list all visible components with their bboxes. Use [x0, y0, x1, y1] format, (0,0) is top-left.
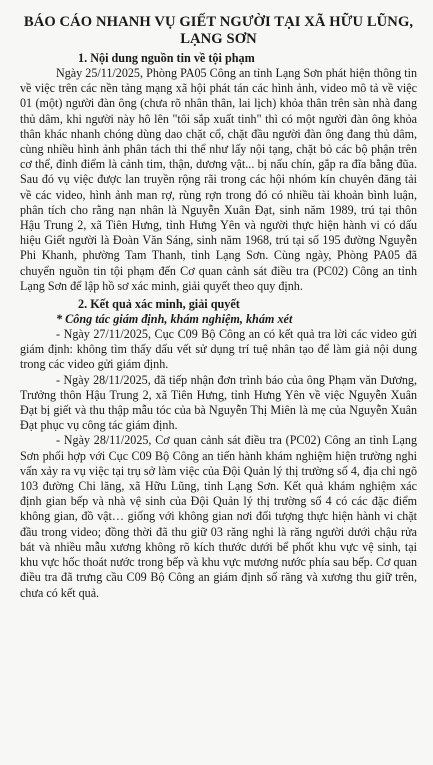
section-1-paragraph: Ngày 25/11/2025, Phòng PA05 Công an tỉnh Lạng Sơn phát hiện thông tin về việc trên các nền tảng mạng xã hội phát tán các hình ảnh, video mô tả về việc 01 (một) người đàn ông (chưa rõ nhân thân, lai lịch) khỏa thân trên sàn nhà đang thủ dâm, khi người này hô lên "tôi sắp xuất tinh" thì có một người đàn ông khỏa thân khác nhanh chóng dùng dao chặt cổ, chặt đầu người đàn ông đang thủ dâm, cùng nhiều hình ảnh phân tách thi thể như lấy nội tạng, chặt bỏ các bộ phận trên cơ thể, đỉnh điểm là cảnh tim, thận, dương vật... bị nấu chín, gắp ra đĩa bằng đũa. Sau đó vụ việc được lan truyền rộng rãi trong các hội nhóm kín chuyên đăng tải về các video, hình ảnh man rợ, rùng rợn trong đó có nhiều tài khoản bình luận, phân tích cho rằng nạn nhân là Nguyễn Xuân Đạt, sinh năm 1989, trú tại thôn Hậu Trung 2, xã Tiên Hưng, tỉnh Hưng Yên và người thực hiện hành vi có dấu hiệu Giết người là Đoàn Văn Sáng, sinh năm 1968, trú tại số 195 đường Nguyễn Phi Khanh, phường Tam Thanh, tỉnh Lạng Sơn. Cùng ngày, Phòng PA05 đã chuyển nguồn tin tội phạm đến Cơ quan cảnh sát điều tra (PC02) Công an tỉnh Lạng Sơn để lập hồ sơ xác minh, giải quyết theo quy định.: [20, 66, 417, 293]
section-1-heading: 1. Nội dung nguồn tin về tội phạm: [78, 51, 255, 65]
report-title: BÁO CÁO NHANH VỤ GIẾT NGƯỜI TẠI XÃ HỮU LŨNG, LẠNG SƠN: [23, 14, 414, 47]
section-2-paragraph-3: - Ngày 28/11/2025, Cơ quan cảnh sát điều tra (PC02) Công an tỉnh Lạng Sơn phối hợp với Cục C09 Bộ Công an tiến hành khám nghiệm hiện trường nghi vấn xảy ra vụ việc tại trụ sở làm việc của Đội Quản lý thị trường số 4, địa chỉ ngõ 103 đường Chi lăng, xã Hữu Lũng, tỉnh Lạng Sơn. Kết quả khám nghiệm xác định gian bếp và nhà vệ sinh của Đội Quản lý thị trường số 4 có các đặc điểm không gian, đồ vật… giống với không gian nơi đối tượng thực hiện hành vi chặt đầu trong video; đồng thời đã thu giữ 03 răng nghi là răng người dưới chậu rửa bát và nhiều mẫu xương không rõ kích thước dưới bể phốt khu vực vệ sinh, tại khu vực hốc thoát nước trong bếp và khu vực mương nước phía sau bếp. Cơ quan điều tra đã trưng cầu C09 Bộ Công an giám định số răng và xương thu giữ trên, chưa có kết quả.: [20, 433, 417, 600]
section-2-paragraph-1: - Ngày 27/11/2025, Cục C09 Bộ Công an có kết quả tra lời các video gửi giám định: không tìm thấy dấu vết sử dụng trí tuệ nhân tạo để làm giả nội dung trong các video gửi giám định.: [20, 327, 417, 372]
section-2-heading: 2. Kết quả xác minh, giải quyết: [78, 297, 240, 312]
section-2-paragraph-2: - Ngày 28/11/2025, đã tiếp nhận đơn trình báo của ông Phạm văn Dương, Trưởng thôn Hậu Trung 2, xã Tiên Hưng, tỉnh Hưng Yên về việc Nguyễn Xuân Đạt bị giết và thu thập mẫu tóc của bà Nguyễn Thị Miên là mẹ của Nguyễn Xuân Đạt phục vụ công tác giám định.: [20, 372, 417, 433]
section-2-subheading: * Công tác giám định, khám nghiệm, khám xét: [56, 312, 293, 327]
